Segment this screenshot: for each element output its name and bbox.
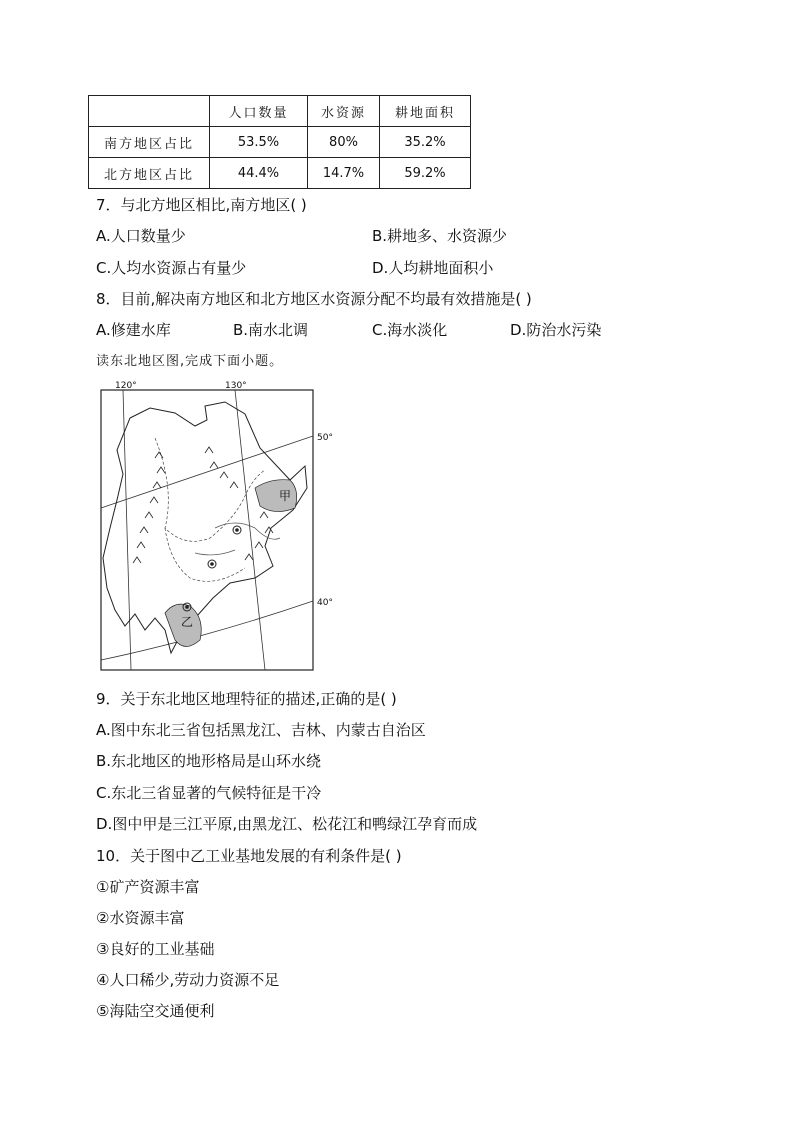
table-cell: 南方地区占比	[89, 127, 210, 158]
table-cell: 80%	[308, 127, 380, 158]
table-row	[89, 158, 471, 189]
table-header-cell	[89, 96, 210, 127]
q8-option-c[interactable]: C.海水淡化	[372, 321, 448, 339]
region-label-jia: 甲	[279, 489, 292, 503]
question-9-stem: 9．关于东北地区地理特征的描述,正确的是( )	[96, 690, 397, 708]
q8-option-a[interactable]: A.修建水库	[96, 321, 171, 339]
northeast-china-map	[95, 378, 345, 674]
table-cell: 35.2%	[380, 127, 471, 158]
q9-option-c[interactable]: C.东北三省显著的气候特征是干冷	[96, 784, 322, 802]
table-cell: 59.2%	[380, 158, 471, 189]
table-cell: 北方地区占比	[89, 158, 210, 189]
table-header-row	[89, 96, 471, 127]
q7-option-c[interactable]: C.人均水资源占有量少	[96, 259, 247, 277]
q7-option-d[interactable]: D.人均耕地面积小	[372, 259, 494, 277]
q9-option-a[interactable]: A.图中东北三省包括黑龙江、吉林、内蒙古自治区	[96, 721, 426, 739]
question-8-stem: 8．目前,解决南方地区和北方地区水资源分配不均最有效措施是( )	[96, 290, 532, 308]
q10-item-2: ②水资源丰富	[96, 909, 185, 927]
q8-option-d[interactable]: D.防治水污染	[510, 321, 602, 339]
q10-item-3: ③良好的工业基础	[96, 940, 215, 958]
table-cell: 44.4%	[210, 158, 308, 189]
table-header-cell: 水资源	[308, 96, 380, 127]
lat-label-50: 50°	[317, 433, 333, 443]
table-header-cell: 耕地面积	[380, 96, 471, 127]
table-cell: 53.5%	[210, 127, 308, 158]
table-cell: 14.7%	[308, 158, 380, 189]
question-7-stem: 7．与北方地区相比,南方地区( )	[96, 196, 307, 214]
lon-label-120: 120°	[115, 381, 137, 391]
table-header-cell: 人口数量	[210, 96, 308, 127]
question-10-stem: 10．关于图中乙工业基地发展的有利条件是( )	[96, 847, 402, 865]
q10-item-4: ④人口稀少,劳动力资源不足	[96, 971, 280, 989]
map-intro: 读东北地区图,完成下面小题。	[96, 354, 284, 369]
q8-option-b[interactable]: B.南水北调	[233, 321, 309, 339]
table-row	[89, 127, 471, 158]
lat-label-40: 40°	[317, 598, 333, 608]
region-label-yi: 乙	[181, 615, 194, 629]
q10-item-5: ⑤海陆空交通便利	[96, 1002, 215, 1020]
q7-option-a[interactable]: A.人口数量少	[96, 227, 186, 245]
data-table	[88, 95, 471, 189]
q10-item-1: ①矿产资源丰富	[96, 878, 200, 896]
q9-option-b[interactable]: B.东北地区的地形格局是山环水绕	[96, 752, 322, 770]
lon-label-130: 130°	[225, 381, 247, 391]
q9-option-d[interactable]: D.图中甲是三江平原,由黑龙江、松花江和鸭绿江孕育而成	[96, 815, 478, 833]
q7-option-b[interactable]: B.耕地多、水资源少	[372, 227, 508, 245]
